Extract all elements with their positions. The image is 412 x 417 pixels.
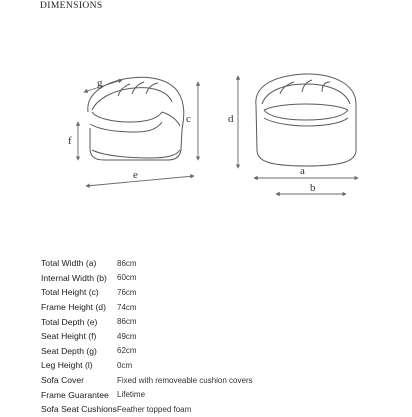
spec-value: 60cm — [117, 273, 137, 283]
spec-value: Fixed with removeable cushion covers — [117, 375, 253, 385]
dim-label-a: a — [300, 165, 305, 177]
spec-label: Internal Width (b) — [41, 272, 107, 283]
dim-label-f: f — [68, 135, 72, 147]
spec-value: 76cm — [117, 287, 137, 297]
spec-value: 0cm — [117, 360, 133, 370]
page-title: DIMENSIONS — [40, 1, 103, 11]
spec-label: Total Width (a) — [41, 258, 97, 269]
dim-label-d: d — [228, 113, 234, 125]
spec-label: Leg Height (l) — [41, 360, 93, 371]
spec-label: Frame Height (d) — [41, 302, 106, 313]
spec-row — [41, 300, 401, 315]
chair-side-view — [88, 77, 184, 160]
dim-label-e: e — [133, 169, 138, 181]
spec-label: Sofa Seat Cushions — [41, 404, 117, 415]
spec-row — [41, 285, 401, 300]
spec-row — [41, 256, 401, 271]
spec-label: Total Height (c) — [41, 287, 99, 298]
spec-row — [41, 358, 401, 373]
spec-value: Lifetime — [117, 390, 146, 400]
spec-value: 62cm — [117, 346, 137, 356]
spec-value: 49cm — [117, 331, 137, 341]
chair-front-view — [256, 74, 356, 166]
spec-label: Total Depth (e) — [41, 316, 98, 327]
spec-row — [41, 373, 401, 388]
spec-value: 86cm — [117, 258, 137, 268]
dim-label-g: g — [97, 77, 103, 89]
spec-value: 86cm — [117, 317, 137, 327]
spec-value: Feather topped foam — [117, 404, 192, 414]
spec-label: Seat Height (f) — [41, 331, 97, 342]
dim-label-c: c — [186, 113, 191, 125]
spec-row — [41, 344, 401, 359]
spec-row — [41, 329, 401, 344]
spec-label: Frame Guarantee — [41, 389, 109, 400]
spec-label: Seat Depth (g) — [41, 345, 97, 356]
spec-label: Sofa Cover — [41, 375, 84, 386]
spec-row — [41, 387, 401, 402]
specifications-table — [41, 256, 401, 417]
spec-row — [41, 402, 401, 417]
spec-row — [41, 314, 401, 329]
spec-value: 74cm — [117, 302, 137, 312]
spec-row — [41, 271, 401, 286]
dimension-lines — [78, 76, 358, 194]
dim-label-b: b — [310, 182, 316, 194]
